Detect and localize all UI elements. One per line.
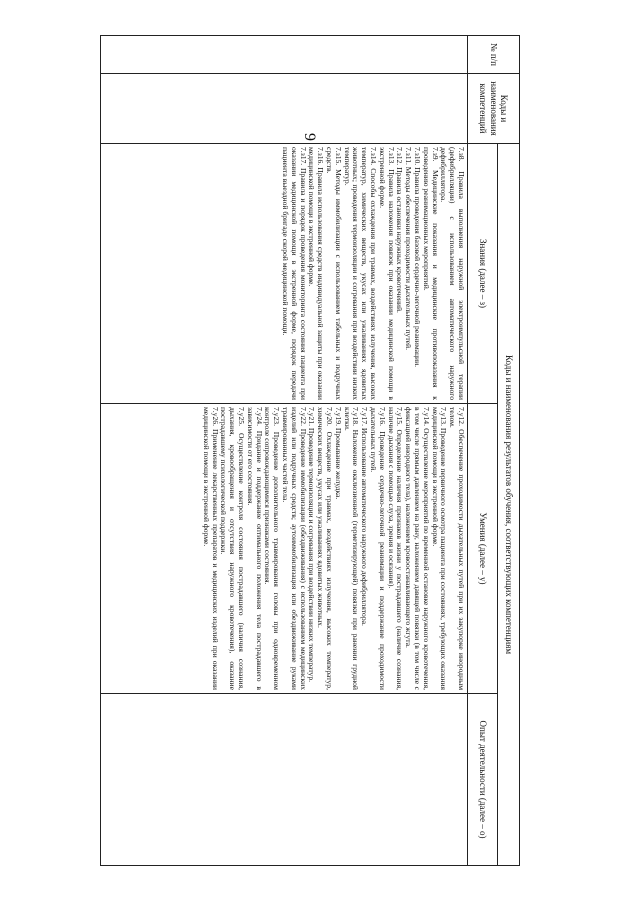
skill-line: 7.у13. Проведение первичного осмотра пациента при состояниях, требующих оказания медицинской помощи в экстренной форме. — [430, 407, 449, 690]
skill-line: 7.у21. Проведение термоизоляции и согревания при воздействии низких температур. — [307, 407, 317, 683]
knowledge-line: 7.з9. Медицинские показания и медицинские противопоказания к проведению реанимационных мероприятий. — [421, 147, 440, 400]
knowledge-line: 7.з15. Методы иммобилизации с использованием табельных и подручных средств. — [325, 147, 343, 400]
rotated-table-wrapper — [100, 35, 520, 865]
knowledge-line: 7.з10. Правила проведения базовой сердечно-легочной реанимации. — [413, 147, 423, 368]
header-num: № п/п — [468, 36, 520, 74]
cell-skills — [101, 404, 468, 694]
header-knowledge: Знания (далее – з) — [468, 144, 498, 404]
knowledge-line: 7.з12. Правила остановки наружных кровотечений. — [395, 147, 405, 313]
cell-num — [101, 36, 468, 74]
skill-line: 7.у18. Наложение окклюзионной (герметизирующей) повязки при ранении грудной клетки. — [342, 407, 361, 690]
competency-table — [100, 35, 520, 866]
knowledge-line: 7.з17. Правила и порядок проведения мониторинга состояния пациента при оказании медицинской помощи в экстренной форме, порядок передачи пациента выездной бригаде скорой медицинской помощи. — [281, 147, 308, 400]
cell-knowledge — [101, 144, 468, 404]
skill-line: 7.у17. Использование автоматического наружного дефибриллятора. — [360, 407, 370, 626]
knowledge-line: 7.з11. Методы обеспечения проходимости дыхательных путей. — [404, 147, 414, 351]
skill-line: 7.у25. Осуществление контроля состояния пострадавшего (наличия сознания, дыхания, кровообращения и отсутствия наружного кровотечения), оказание пострадавшему психологической поддержки. — [219, 407, 247, 690]
skill-line: 7.у20. Охлаждение при травмах, воздействиях излучения, высоких температур, химических веществ, укусах или ужаливаниях ядовитых животных. — [316, 407, 335, 690]
skill-line: 7.у19. Промывание желудка. — [333, 407, 343, 500]
cell-experience — [101, 694, 468, 866]
knowledge-line: 7.з13. Правила наложения повязок при оказании медицинской помощи в экстренной форме. — [377, 147, 396, 400]
header-skills: Умения (далее – у) — [468, 404, 498, 694]
header-experience: Опыт деятельности (далее – о) — [468, 694, 498, 866]
skill-line: 7.у15. Определение наличия признаков жизни у пострадавшего (наличие сознания, наличие дыхания с помощью слуха, зрения и осязания). — [386, 407, 405, 690]
knowledge-line: 7.з8. Правила выполнения наружной электроимпульсной терапии (дефибрилляции) с использованием автоматического наружного дефибриллятора. — [439, 147, 466, 400]
page-number: 9 — [301, 133, 318, 141]
skill-line: 7.у26. Применение лекарственных препаратов и медицинских изделий при оказании медицинской помощи в экстренной форме. — [201, 407, 220, 690]
knowledge-line: 7.з16. Правила использования средств индивидуальной защиты при оказании медицинской помощи в экстренной форме. — [307, 147, 326, 400]
header-results-group: Коды и наименования результатов обучения, соответствующих компетенциям — [498, 144, 520, 866]
skill-line: 7.у24. Придание и поддержание оптимального положения тела пострадавшего в зависимости от его состояния. — [245, 407, 264, 690]
skill-line: 7.у16. Проведение сердечно-легочной реанимации и поддержание проходимости дыхательных путей. — [369, 407, 387, 690]
skill-line: 7.у22. Проведение иммобилизации (обездвиживания) с использованием медицинских изделий или подручных средств; аутоиммобилизация или обездвиживание руками травмированных частей тела. — [281, 407, 308, 690]
skill-line: 7.у23. Проведение дополнительного травмирования головы при одновременном контроле сопровождающимися признаками состояния. — [263, 407, 282, 690]
cell-codes — [101, 74, 468, 144]
skill-line: 7.у14. Осуществление мероприятий по временной остановке наружного кровотечения, в том числе прямым давлением на рану, наложением давящей повязки (в том числе с фиксацией инородного тела), наложением кровоостанавливающего жгута. — [404, 407, 431, 690]
skill-line: 7.у12. Обеспечение проходимости дыхательных путей при их закупорке инородным телом. — [448, 407, 466, 690]
knowledge-line: 7.з14. Способы охлаждения при травмах, воздействиях излучения, высоких температур, химических веществ, укусах или ужаливаниях ядовитых животных; проведения термоизоляции и согревания при воздействии низких температур. — [342, 147, 379, 400]
header-codes: Коды и наименования компетенций — [468, 74, 520, 144]
